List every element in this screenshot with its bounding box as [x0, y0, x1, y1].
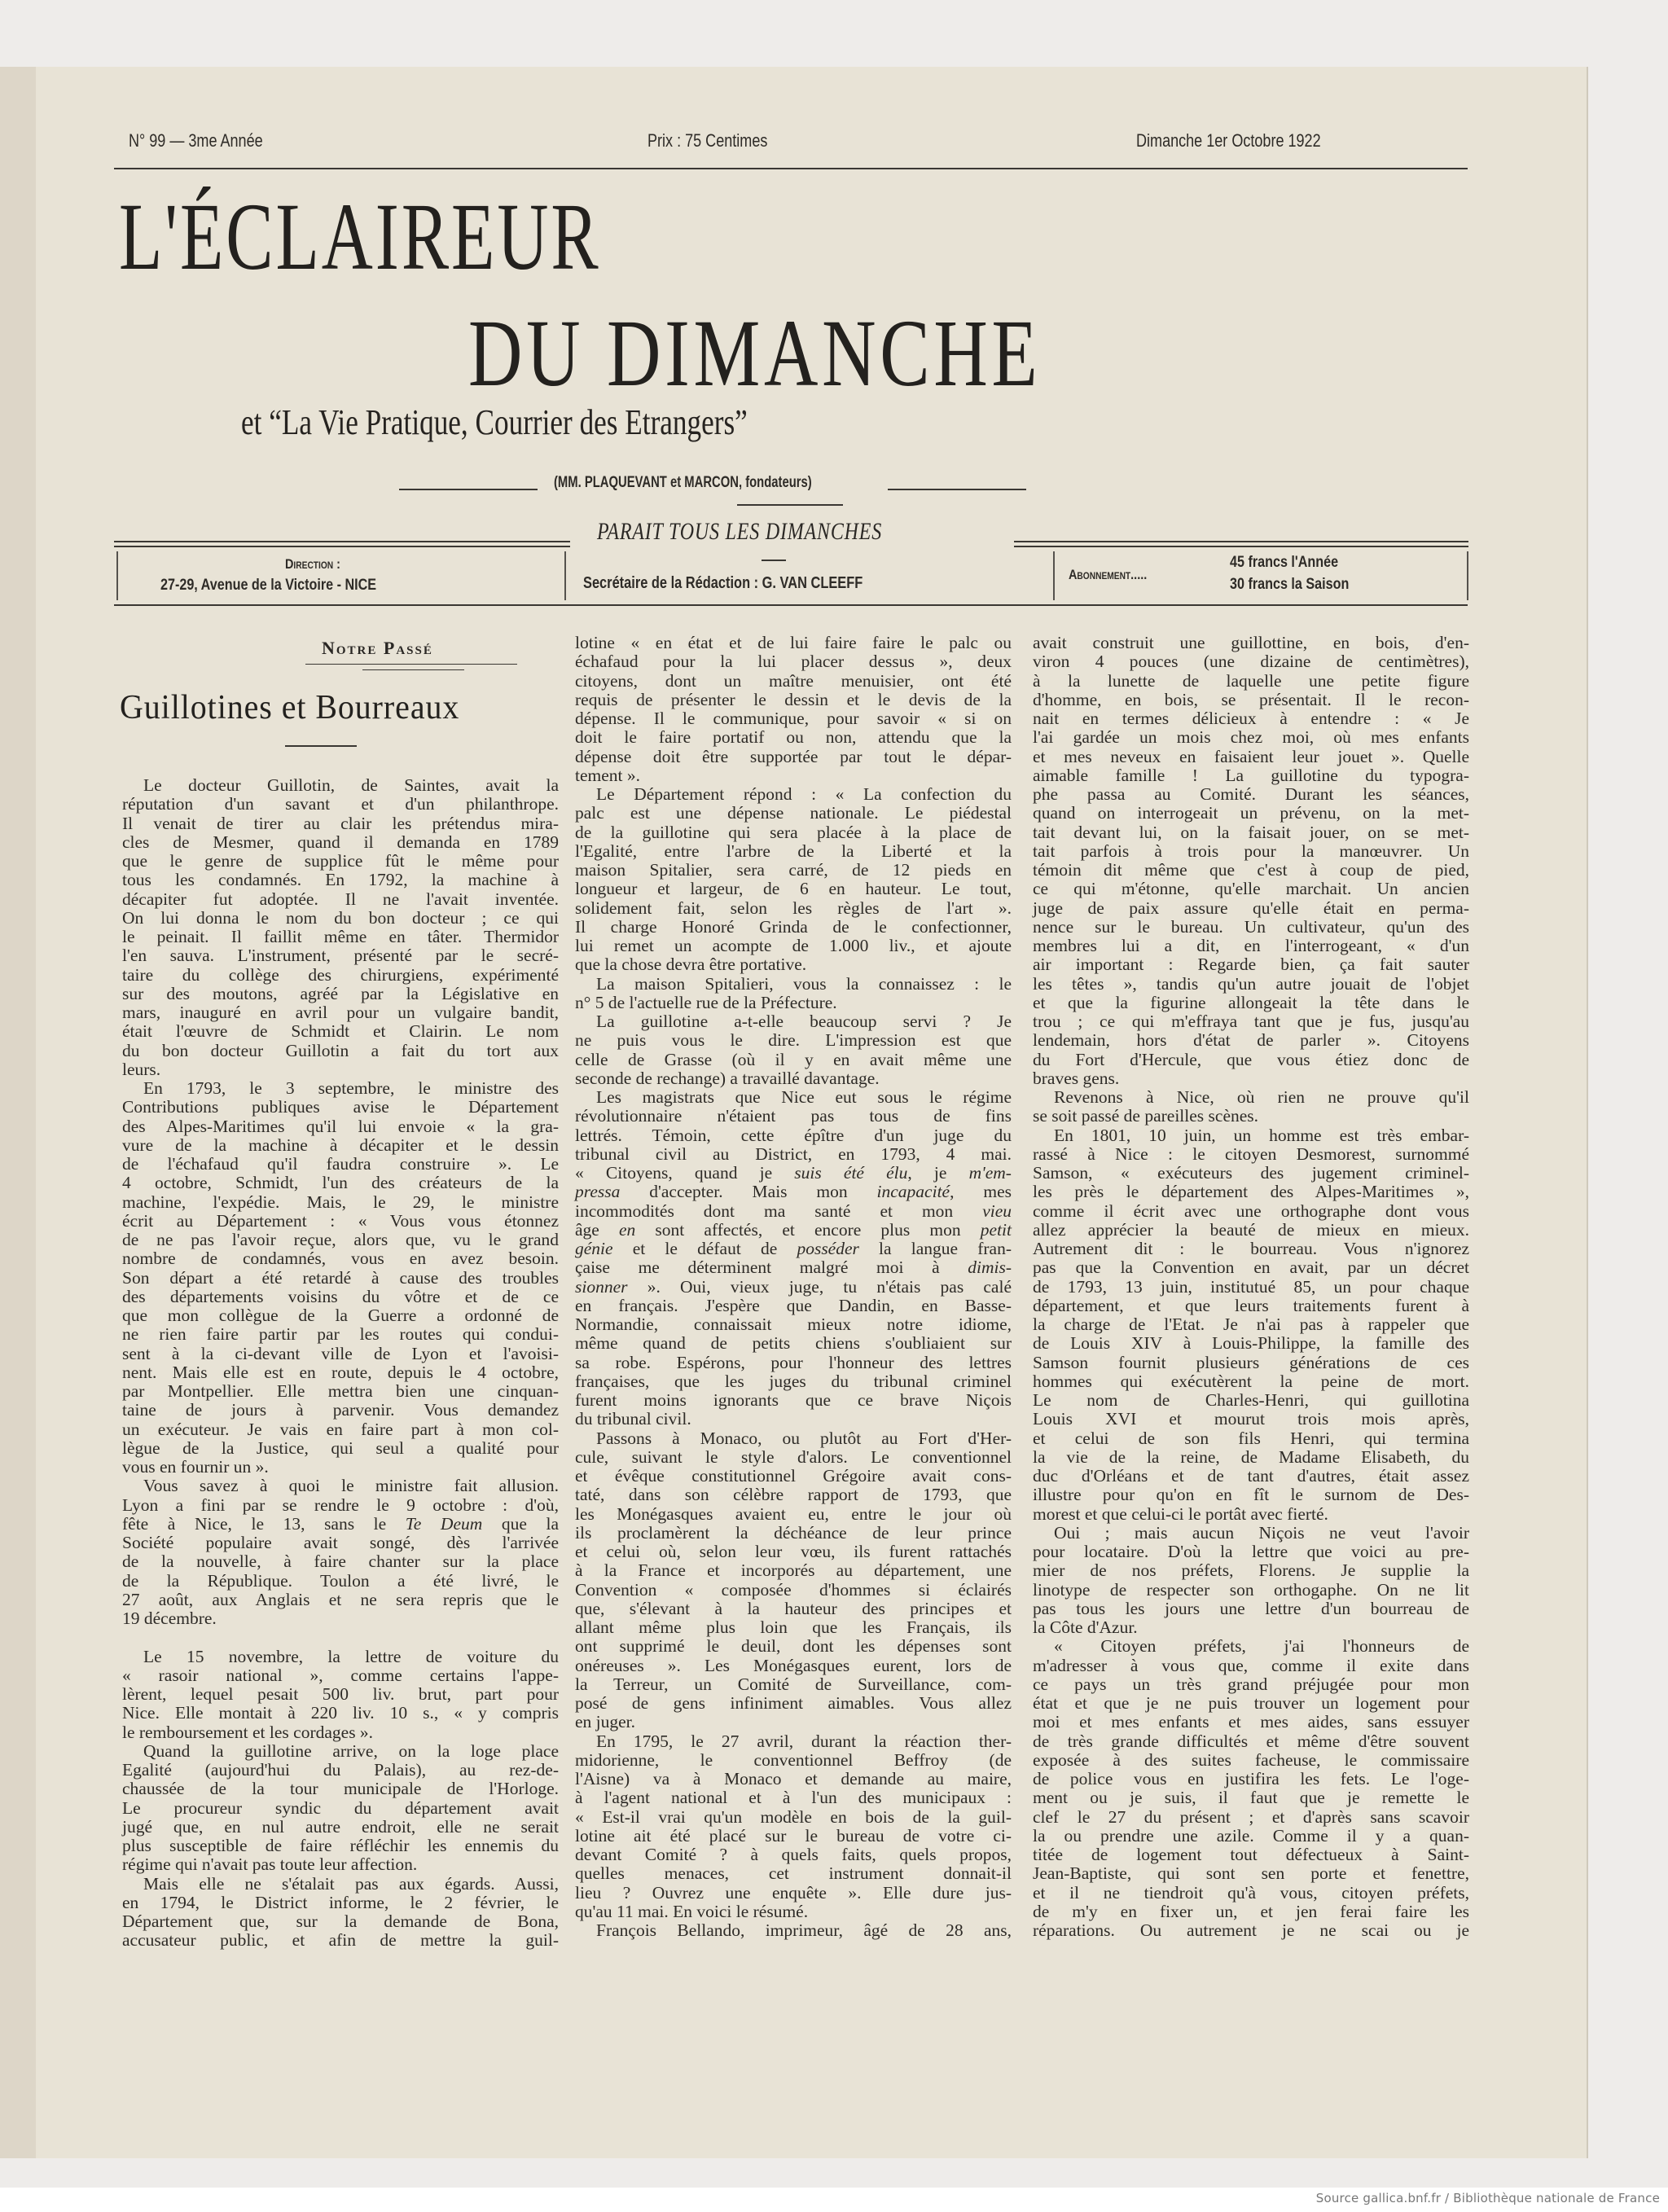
article-line: était l'œuvre de Schmidt et Clairin. Le nom: [122, 1021, 559, 1042]
article-line: accusateur public, et afin de mettre la guil-: [122, 1930, 559, 1951]
article-line: furent moins ignorants que ce brave Niçois: [575, 1390, 1012, 1410]
article-line: Vous savez à quoi le ministre fait allusion.: [143, 1476, 559, 1496]
masthead-subtitle: et “La Vie Pratique, Courrier des Etrangers”: [241, 402, 748, 442]
article-line: solidement fait, selon les règles de l'art ».: [575, 898, 1012, 918]
article-line: que le genre de supplice fût le même pour: [122, 851, 559, 871]
article-line: Samson, « exécuteurs des jugement criminel-: [1033, 1163, 1469, 1183]
article-line: lotine ait été placé sur le bureau de votre ci-: [575, 1825, 1012, 1846]
article-line: sionner ». Oui, vieux juge, tu n'étais pas calé: [575, 1276, 1012, 1297]
article-column-2: [575, 634, 1012, 1940]
article-line: ment ou je suis, il faut que je remette le: [1033, 1788, 1469, 1808]
article-line: tement ».: [575, 765, 641, 785]
article-line: en juger.: [575, 1712, 636, 1732]
article-line: de l'échafaud qu'il faudra construire ». Le: [122, 1154, 559, 1174]
masthead-title-line1: L'ÉCLAIREUR: [119, 183, 601, 290]
article-line: doit le faire portatif ou non, attendu que la: [575, 727, 1012, 748]
article-line: Quand la guillotine arrive, on la loge place: [143, 1740, 559, 1761]
article-line: d'homme, en bois, se présentait. Il le recon-: [1033, 689, 1469, 709]
article-line: la Côte d'Azur.: [1033, 1617, 1138, 1637]
article-line: jugé que, en nul autre endroit, elle ne serait: [122, 1816, 559, 1837]
article-line: Autrement dit : le bourreau. Vous n'ignorez: [1033, 1239, 1469, 1258]
article-line: duc d'Orléans et de tant d'autres, était assez: [1033, 1466, 1469, 1486]
article-line: machine, l'expédie. Mais, le 29, le ministre: [122, 1192, 559, 1212]
article-line: Egalité (aujourd'hui du Palais), au rez-de-: [122, 1760, 559, 1780]
article-line: à la France et incorporés au département, une: [575, 1560, 1012, 1581]
price: Prix : 75 Centimes: [647, 130, 768, 151]
ornament-rule: [737, 504, 843, 506]
double-rule-left-2: [114, 546, 570, 547]
article-line: du tribunal civil.: [575, 1409, 691, 1429]
adjacent-page-edge: [0, 67, 38, 2158]
article-line: ne rien faire partir par les routes qui condui-: [122, 1324, 559, 1345]
article-line: Revenons à Nice, où rien ne prouve qu'il: [1054, 1087, 1469, 1107]
article-line: de 1793, 13 juin, institutué 85, un pour chaque: [1033, 1276, 1469, 1297]
article-line: sent à la ci-devant ville de Lyon et l'avoisi-: [122, 1343, 559, 1363]
article-line: lèrent, lequel pesait 500 liv. brut, part pour: [122, 1684, 559, 1704]
article-line: le remboursement et les cordages ».: [122, 1722, 374, 1742]
article-line: et évêque constitutionnel Grégoire avait cons-: [575, 1466, 1012, 1486]
article-line: dépense doit être supportée par tout le dépar-: [575, 746, 1012, 766]
article-line: Passons à Monaco, ou plutôt au Fort d'Her-: [596, 1428, 1012, 1448]
article-line: décapiter fut adoptée. Il ne l'avait inventée.: [122, 889, 559, 909]
double-rule-right-2: [1014, 546, 1468, 547]
article-line: de la guillotine qui sera placée à la place de: [575, 822, 1012, 842]
article-line: Le docteur Guillotin, de Saintes, avait la: [143, 775, 559, 795]
article-line: Le 15 novembre, la lettre de voiture du: [143, 1646, 559, 1666]
article-line: 27 août, aux Anglais et ne sera repris que le: [122, 1589, 559, 1609]
article-line: génie et le défaut de posséder la langue fran-: [575, 1239, 1012, 1258]
article-line: réputation d'un savant et d'un philanthrope.: [122, 794, 559, 814]
article-line: les près le département des Alpes-Maritimes »,: [1033, 1182, 1469, 1202]
article-line: tait parfois à trois pour la manœuvrer. Un: [1033, 840, 1469, 861]
secretary-dash: [762, 560, 786, 561]
article-line: et celui où, selon leur vœu, ils furent rattachés: [575, 1542, 1012, 1561]
article-line: 4 octobre, Schmidt, l'un des créateurs de la: [122, 1173, 559, 1193]
article-line: phe passa au Comité. Durant les séances,: [1033, 784, 1469, 804]
article-line: un exécuteur. Je vais en faire part à mon col-: [122, 1419, 559, 1439]
article-line: chaussée de la tour municipale de l'Horloge.: [122, 1779, 559, 1799]
article-line: braves gens.: [1033, 1068, 1120, 1088]
article-line: tribunal civil au District, en 1793, 4 mai.: [575, 1143, 1012, 1164]
article-line: Louis XVI et mourut trois mois après,: [1033, 1409, 1469, 1429]
article-line: fête à Nice, le 13, sans le Te Deum que la: [122, 1513, 560, 1534]
masthead-title-line2: DU DIMANCHE: [468, 300, 1042, 406]
article-line: avait construit une guillottine, en bois, d'en-: [1033, 633, 1469, 652]
article-line: Les magistrats que Nice eut sous le régime: [596, 1087, 1012, 1107]
article-line: Département que, sur la demande de Bona,: [122, 1911, 559, 1931]
double-rule-left-1: [114, 541, 570, 542]
article-line: « rasoir national », comme certains l'appe-: [122, 1665, 559, 1685]
article-line: Jean-Baptiste, qui sont sen porte et fenettre,: [1033, 1863, 1469, 1884]
founders-rule-right: [888, 489, 1026, 490]
article-line: de Louis XIV à Louis-Philippe, la famille des: [1033, 1333, 1469, 1354]
article-line: se soit passé de pareilles scènes.: [1033, 1106, 1259, 1126]
article-line: l'Aisne) va à Monaco et demande au maire,: [575, 1769, 1012, 1788]
article-line: plus susceptible de faire réfléchir les ennemis du: [122, 1836, 559, 1855]
article-line: onéreuses ». Les Monégasques eurent, lors de: [575, 1655, 1012, 1675]
article-line: celle de Grasse (où il y en avait même une: [575, 1049, 1012, 1069]
article-line: par Montpellier. Elle mettra bien une cinquan-: [122, 1381, 559, 1401]
article-line: [122, 1628, 559, 1647]
article-line: « Est-il vrai qu'un modèle en bois de la guil-: [575, 1806, 1012, 1827]
article-line: le peinait. Il faillit même en tâter. Thermidor: [122, 927, 559, 946]
article-line: les têtes », tandis qu'un autre jouait de l'objet: [1033, 973, 1469, 994]
article-line: Lyon a fini par se rendre le 9 octobre : d'où,: [122, 1494, 559, 1515]
article-line: morest et que celui-ci le portât avec fierté.: [1033, 1503, 1328, 1524]
article-line: tous les condamnés. En 1792, la machine à: [122, 870, 559, 890]
article-line: illustre pour qu'on en fît le surnom de Des-: [1033, 1485, 1469, 1505]
article-line: âge en sont affectés, et encore plus mon petit: [575, 1219, 1012, 1240]
subscription-season: 30 francs la Saison: [1230, 576, 1350, 593]
article-line: ce pays un très grand préjugée pour mon: [1033, 1674, 1469, 1694]
article-line: françaises, que les juges du tribunal criminel: [575, 1371, 1012, 1391]
article-line: seconde de rechange) a travaillé davantage.: [575, 1068, 880, 1088]
article-line: sur des moutons, agréé par la Législative en: [122, 983, 559, 1003]
article-line: mier de nos préfets, Florens. Je supplie la: [1033, 1560, 1469, 1581]
article-line: midorienne, le conventionnel Beffroy (de: [575, 1749, 1012, 1770]
article-line: La guillotine a-t-elle beaucoup servi ? Je: [596, 1012, 1012, 1031]
article-line: ne puis vous le dire. L'impression est que: [575, 1030, 1012, 1051]
issue-number: N° 99 — 3me Année: [129, 130, 263, 151]
article-line: écrit au Département : « Vous vous étonnez: [122, 1210, 559, 1231]
masthead-bottom-rule: [114, 604, 1468, 606]
founders-rule-left: [399, 489, 538, 490]
article-line: membres lui a dit, en l'interrogeant, « d'un: [1033, 936, 1469, 955]
issue-date: Dimanche 1er Octobre 1922: [1136, 130, 1321, 151]
article-line: pressa d'accepter. Mais mon incapacité, mes: [575, 1182, 1012, 1202]
article-line: l'en sauva. L'instrument, présenté par le secré-: [122, 946, 559, 966]
article-line: devant Comité ? à quels faits, quels propos,: [575, 1845, 1012, 1864]
article-line: Le nom de Charles-Henri, qui guillotina: [1033, 1390, 1469, 1410]
article-line: et que la figurine allongeait la tête dans le: [1033, 992, 1469, 1012]
article-line: de la République. Toulon a été livré, le: [122, 1570, 559, 1591]
kicker-underline-short: [362, 669, 464, 670]
article-line: tait devant lui, on la faisait jouer, on se met-: [1033, 822, 1469, 842]
article-line: titée de logement tout défectueux à Saint-: [1033, 1845, 1469, 1864]
article-line: de la nouvelle, à faire chanter sur la place: [122, 1551, 559, 1572]
article-line: taine de jours à parvenir. Vous demandez: [122, 1400, 559, 1420]
article-line: Il venait de tirer au clair les prétendus mira-: [122, 813, 559, 833]
article-line: trou ; ce qui m'effraya tant que je fus, jusqu'au: [1033, 1012, 1469, 1031]
article-line: François Bellando, imprimeur, âgé de 28 ans,: [596, 1920, 1012, 1940]
article-line: en 1794, le District informe, le 2 février, le: [122, 1892, 559, 1912]
article-line: la charge de l'Etat. Je n'ai pas à rappeler que: [1033, 1314, 1469, 1334]
article-line: citoyens, dont un maître menuisier, ont été: [575, 670, 1012, 691]
subscription-label: Abonnement.....: [1069, 567, 1148, 582]
article-line: révolutionnaire n'étaient pas tous de fins: [575, 1106, 1012, 1126]
article-line: en français. J'espère que Dandin, en Basse-: [575, 1295, 1012, 1315]
article-line: les Monégasques avaient eu, entre le jour où: [575, 1503, 1012, 1524]
article-line: sa robe. Espérons, pour l'honneur des lettres: [575, 1352, 1012, 1372]
article-column-3: [1033, 634, 1469, 1940]
article-line: longueur et largeur, de 6 en hauteur. Le tout,: [575, 879, 1012, 899]
article-line: même quand de petits chiens s'oubliaient sur: [575, 1333, 1012, 1354]
article-line: que, s'élevant à la hauteur des principes et: [575, 1598, 1012, 1618]
article-line: m'adresser à vous que, comme il exite dans: [1033, 1655, 1469, 1675]
article-line: et mes neveux en faisaient leur jouet ». Quelle: [1033, 746, 1469, 766]
article-line: nent. Mais elle est en route, depuis le 4 octobre,: [122, 1362, 559, 1382]
article-line: qu'au 11 mai. En voici le résumé.: [575, 1901, 809, 1921]
article-line: régime qui n'avait pas toute leur affection.: [122, 1854, 418, 1875]
article-line: de très grande difficultés et même d'être souvent: [1033, 1731, 1469, 1751]
article-line: palc est une dépense nationale. Le piédestal: [575, 803, 1012, 823]
article-line: du bon docteur Guillotin a fait du tort aux: [122, 1040, 559, 1060]
article-line: Le Département répond : « La confection du: [596, 784, 1012, 804]
article-line: quand on interrogeait un prévenu, on la met-: [1033, 803, 1469, 823]
article-line: lui remet un acompte de 1.000 liv., et ajoute: [575, 936, 1012, 955]
frequency-banner: PARAIT TOUS LES DIMANCHES: [597, 518, 883, 545]
article-line: « Citoyen préfets, j'ai l'honneurs de: [1054, 1636, 1469, 1657]
article-line: de m'y en fixer un, et jen ferai faire les: [1033, 1901, 1469, 1921]
article-line: Le procureur syndic du département avait: [122, 1797, 559, 1818]
article-line: lendemain, hors d'état de parler ». Citoyens: [1033, 1030, 1469, 1051]
article-line: posé de gens infiniment aimables. Vous allez: [575, 1693, 1012, 1713]
article-line: témoin dit même que c'est à coup de pied,: [1033, 860, 1469, 880]
article-line: lieu ? Ouvrez une enquête ». Elle dure jus-: [575, 1882, 1012, 1903]
article-line: Son départ a été retardé à cause des troubles: [122, 1267, 559, 1288]
article-line: taire du collège des chirurgiens, expérimenté: [122, 964, 559, 985]
article-line: ils proclamèrent la déchéance de leur prince: [575, 1522, 1012, 1543]
article-line: exposée à des suites facheuse, le commissaire: [1033, 1749, 1469, 1770]
article-line: la Terreur, un Comité de Surveillance, com-: [575, 1674, 1012, 1694]
article-line: quelles menaces, cet instrument donnait-il: [575, 1863, 1012, 1884]
article-line: vure de la machine à décapiter et le dessin: [122, 1135, 559, 1155]
article-line: La maison Spitalieri, vous la connaissez : le: [596, 973, 1012, 994]
article-line: Mais elle ne s'étalait pas aux égards. Aussi,: [143, 1873, 559, 1894]
article-line: de ne pas l'avoir reçue, alors que, vu le grand: [122, 1230, 559, 1249]
article-line: que la chose devra être portative.: [575, 955, 807, 975]
article-line: viron 4 pouces (une dizaine de centimètres),: [1033, 652, 1469, 672]
article-line: Il charge Honoré Grinda de le confectionner,: [575, 916, 1012, 937]
article-line: En 1801, 10 juin, un homme est très embar-: [1054, 1125, 1469, 1145]
article-line: mars, inauguré en avril pour un vulgaire bandit,: [122, 1003, 559, 1022]
article-line: vous en fournir un ».: [122, 1457, 269, 1477]
article-line: hommes qui exécutèrent la peine de mort.: [1033, 1371, 1469, 1391]
article-line: incommodités dont ma santé et mon vieu: [575, 1200, 1012, 1221]
article-line: air important : Regarde bien, ça fait sauter: [1033, 955, 1469, 975]
article-line: du Fort d'Hercule, que vous étiez donc de: [1033, 1049, 1469, 1069]
article-line: moi et mes enfants et mes aides, sans essuyer: [1033, 1712, 1469, 1732]
article-line: « Citoyens, quand je suis été élu, je m'em-: [575, 1163, 1012, 1183]
source-credit: Source gallica.bnf.fr / Bibliothèque nationale de France: [1315, 2191, 1660, 2205]
article-line: 19 décembre.: [122, 1609, 217, 1628]
kicker-underline: [305, 664, 517, 665]
article-line: çaise me déterminent malgré moi à dimis-: [575, 1257, 1012, 1278]
article-line: Contributions publiques avise le Département: [122, 1097, 559, 1117]
article-line: Nice. Elle montait à 220 liv. 10 s., « y compris: [122, 1703, 559, 1723]
article-line: la vie de la reine, de Madame Elisabeth, du: [1033, 1446, 1469, 1467]
article-line: cule, suivant le style d'alors. Le conventionnel: [575, 1446, 1012, 1467]
article-line: rassé à Nice : le citoyen Desmorest, surnommé: [1033, 1143, 1469, 1164]
article-line: et celui de son fils Henri, qui termina: [1033, 1428, 1469, 1448]
headline-rule: [285, 745, 357, 747]
article-line: clef le 27 du présent ; et d'après sans scavoir: [1033, 1806, 1469, 1827]
article-line: linotype de respecter son orthogaphe. On ne lit: [1033, 1579, 1469, 1600]
article-line: comme il écrit avec une orthographe dont vous: [1033, 1200, 1469, 1221]
article-line: Convention « composée d'hommes si éclairés: [575, 1579, 1012, 1600]
direction-label: Direction :: [285, 556, 340, 572]
article-line: des Alpes-Maritimes qu'il lui envoie « la gra-: [122, 1116, 559, 1136]
double-rule-right-1: [1014, 541, 1468, 542]
subscription-year: 45 francs l'Année: [1230, 554, 1339, 571]
article-line: allez apprécier la beauté de mieux en mieux.: [1033, 1219, 1469, 1240]
article-line: Oui ; mais aucun Niçois ne veut l'avoir: [1054, 1522, 1469, 1543]
article-line: lotine « en état et de lui faire faire le palc ou: [575, 633, 1012, 652]
article-line: département, et que leurs traitements furent à: [1033, 1295, 1469, 1315]
article-line: nombre de condamnés, vous en avez besoin.: [122, 1249, 559, 1269]
article-line: et il ne tiendroit qu'à vous, citoyen préfets,: [1033, 1882, 1469, 1903]
article-line: que mon collègue de la Guerre a ordonné de: [122, 1306, 559, 1325]
article-line: ce qui m'étonne, qu'elle marchait. Un ancien: [1033, 879, 1469, 899]
direction-address: 27-29, Avenue de la Victoire - NICE: [160, 577, 377, 594]
article-column-1: [122, 776, 559, 1951]
article-line: pas tous les jours une lettre d'un bourreau de: [1033, 1598, 1469, 1618]
article-line: l'ai gardée un mois chez moi, où mes enfants: [1033, 727, 1469, 748]
article-line: leurs.: [122, 1059, 161, 1079]
article-line: maison Spitalier, sera carré, de 12 pieds en: [575, 860, 1012, 880]
article-line: ont supprimé le deuil, dont les dépenses sont: [575, 1636, 1012, 1657]
article-line: allant même plus loin que les Français, ils: [575, 1617, 1012, 1637]
article-line: pour locataire. D'où la lettre que voici au pre-: [1033, 1542, 1469, 1561]
article-line: cles de Mesmer, quand il demanda en 1789: [122, 832, 559, 852]
article-line: pas que la Convention en avait, par un décret: [1033, 1257, 1469, 1278]
article-line: échafaud pour la lui placer dessus », deux: [575, 652, 1012, 672]
article-line: à la lunette de laquelle une petite figure: [1033, 670, 1469, 691]
article-line: Samson fournit plusieurs générations de ces: [1033, 1352, 1469, 1372]
article-line: aimable famille ! La guillotine du typogra-: [1033, 765, 1469, 785]
founders: (MM. PLAQUEVANT et MARCON, fondateurs): [554, 474, 812, 491]
article-headline: Guillotines et Bourreaux: [120, 689, 460, 726]
article-line: des départements voisins du vôtre et de ce: [122, 1286, 559, 1306]
article-line: réparations. Ou autrement je ne scai ou je: [1033, 1920, 1469, 1940]
article-line: à l'agent national et à l'un des municipaux :: [575, 1788, 1012, 1808]
article-line: Société populaire avait songé, dès l'arrivée: [122, 1533, 559, 1552]
header-rule: [114, 168, 1468, 169]
article-line: n° 5 de l'actuelle rue de la Préfecture.: [575, 992, 837, 1012]
article-line: lègue de la Justice, qui seul a qualité pour: [122, 1437, 559, 1458]
article-line: Normandie, connaissait mieux notre idiome,: [575, 1314, 1012, 1334]
article-line: requis de présenter le dessin et le devis de la: [575, 689, 1012, 709]
article-line: nence sur le bureau. Un cultivateur, qu'un des: [1033, 916, 1469, 937]
article-line: On lui donna le nom du bon docteur ; ce qui: [122, 907, 559, 928]
secretary: Secrétaire de la Rédaction : G. VAN CLEEFF: [583, 574, 863, 592]
section-kicker: Notre Passé: [322, 638, 433, 658]
article-line: lettrés. Témoin, cette épître d'un juge du: [575, 1125, 1012, 1145]
article-line: nait en termes délicieux à entendre : « Je: [1033, 709, 1469, 728]
article-line: taté, dans son célèbre rapport de 1793, que: [575, 1485, 1012, 1505]
article-line: En 1793, le 3 septembre, le ministre des: [143, 1078, 559, 1098]
article-line: l'Egalité, entre l'arbre de la Liberté et la: [575, 840, 1012, 861]
article-line: la ou prendre une azile. Comme il y a quan-: [1033, 1825, 1469, 1846]
article-line: état et que je ne puis trouver un logement pour: [1033, 1693, 1469, 1713]
article-line: dépense. Il le communique, pour savoir « si on: [575, 709, 1012, 728]
article-line: de police vous en justifira les fets. Le l'oge-: [1033, 1769, 1469, 1788]
article-line: En 1795, le 27 avril, durant la réaction ther-: [596, 1731, 1012, 1751]
article-line: juge de paix assure qu'elle était en perma-: [1033, 898, 1469, 918]
